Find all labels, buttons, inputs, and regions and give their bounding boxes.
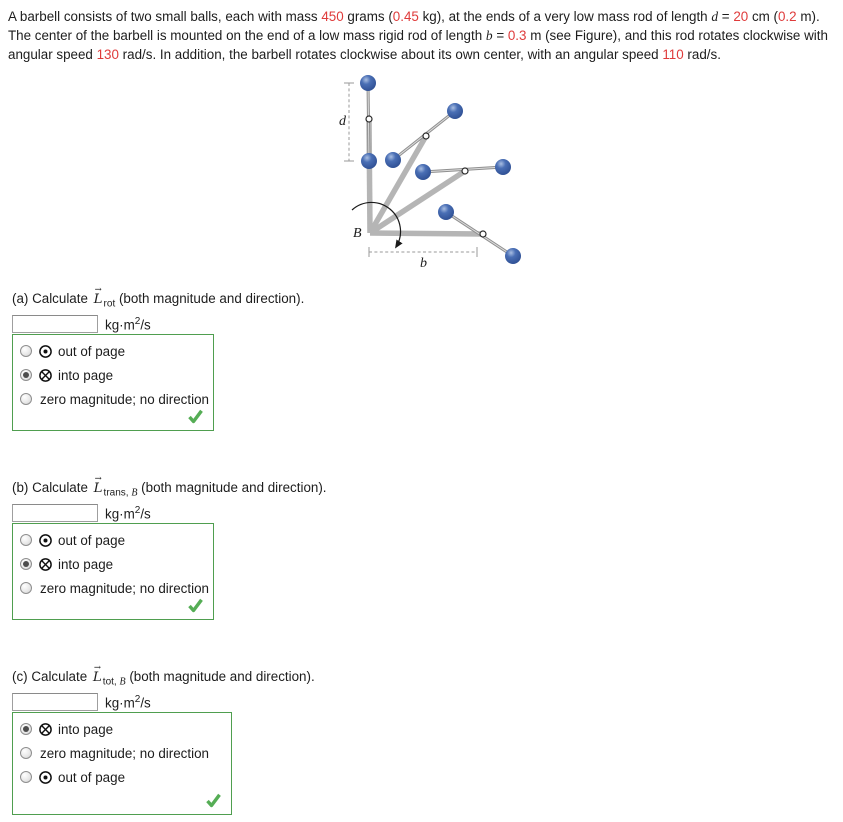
part-c-answer-row — [12, 693, 315, 711]
part-c-radio-into-page[interactable] — [20, 723, 32, 735]
into-page-icon — [38, 722, 53, 737]
correct-checkmark-icon — [205, 792, 222, 808]
part-c-title: (c) Calculate $L \to_{tot,}$ $_B$ (both magnitude and direction). — [12, 669, 315, 685]
problem-statement — [8, 7, 828, 64]
option-label: zero magnitude; no direction — [40, 580, 209, 596]
part-a-choice-box — [12, 334, 214, 431]
part-a-option-into-page[interactable] — [13, 363, 213, 387]
barbell-figure-svg — [325, 72, 545, 270]
correct-checkmark-icon — [187, 597, 204, 613]
part-c-radio-out-of-page[interactable] — [20, 771, 32, 783]
option-label: into page — [58, 556, 114, 572]
part-a-radio-zero-magnitude[interactable] — [20, 393, 32, 405]
part-a-unit: $kg\cdot m^2/s$ — [105, 315, 151, 333]
problem-line-1: A barbell consists of two small balls, each with mass 450 grams (0.45 kg), at the ends of a very low mass rod of length d = 20 cm (0.2 m). — [8, 9, 820, 24]
part-c-unit: $kg\cdot m^2/s$ — [105, 693, 151, 711]
part-c-radio-zero-magnitude[interactable] — [20, 747, 32, 759]
part-b-title: (b) Calculate $L \to_{trans,}$ $_B$ (both magnitude and direction). — [12, 480, 327, 496]
part-a-radio-into-page[interactable] — [20, 369, 32, 381]
out-of-page-icon — [38, 533, 53, 548]
problem-line-2: The center of the barbell is mounted on the end of a low mass rigid rod of length b = 0.3 m (see Figure), and this rod rotates clockwise with — [8, 28, 828, 43]
out-of-page-icon — [38, 344, 53, 359]
pivot-label-B: B — [353, 226, 362, 241]
into-page-icon — [38, 368, 53, 383]
part-a-answer-input[interactable] — [12, 315, 98, 333]
part-a-radio-out-of-page[interactable] — [20, 345, 32, 357]
part-a-answer-row — [12, 315, 304, 333]
part-b-option-out-of-page[interactable] — [13, 528, 213, 552]
part-c-answer-input[interactable] — [12, 693, 98, 711]
part-c-option-into-page[interactable] — [13, 717, 231, 741]
option-label: out of page — [58, 769, 126, 785]
option-label: out of page — [58, 532, 126, 548]
part-b-option-zero-magnitude[interactable] — [13, 576, 213, 600]
pivot-rod-30deg — [370, 171, 465, 233]
dim-label-b: b — [420, 256, 427, 270]
into-page-icon — [38, 557, 53, 572]
barbell-rods — [368, 83, 513, 256]
pivot-rod-horizontal — [370, 233, 483, 234]
part-a — [12, 291, 304, 431]
part-a-option-out-of-page[interactable] — [13, 339, 213, 363]
part-b-answer-row — [12, 504, 327, 522]
part-b-unit: $kg\cdot m^2/s$ — [105, 504, 151, 522]
part-b-choice-box — [12, 523, 214, 620]
option-label: zero magnitude; no direction — [40, 745, 209, 761]
part-b-radio-out-of-page[interactable] — [20, 534, 32, 546]
part-c-option-zero-magnitude[interactable] — [13, 741, 231, 765]
part-b-option-into-page[interactable] — [13, 552, 213, 576]
option-label: into page — [58, 367, 114, 383]
part-c — [12, 669, 315, 815]
part-c-option-out-of-page[interactable] — [13, 765, 231, 789]
out-of-page-icon — [38, 770, 53, 785]
correct-checkmark-icon — [187, 408, 204, 424]
option-label: out of page — [58, 343, 126, 359]
part-a-option-zero-magnitude[interactable] — [13, 387, 213, 411]
part-b-answer-input[interactable] — [12, 504, 98, 522]
part-c-choice-box — [12, 712, 232, 815]
part-b-radio-into-page[interactable] — [20, 558, 32, 570]
option-label: into page — [58, 721, 114, 737]
option-label: zero magnitude; no direction — [40, 391, 209, 407]
problem-line-3: angular speed 130 rad/s. In addition, the barbell rotates clockwise about its own center, with an angular speed 110 rad/s. — [8, 47, 721, 62]
barbell-figure — [325, 72, 545, 270]
part-a-title: (a) Calculate $L \to_{rot}$ (both magnitude and direction). — [12, 291, 304, 307]
dim-label-d: d — [339, 114, 346, 129]
part-b-radio-zero-magnitude[interactable] — [20, 582, 32, 594]
part-b — [12, 480, 327, 620]
